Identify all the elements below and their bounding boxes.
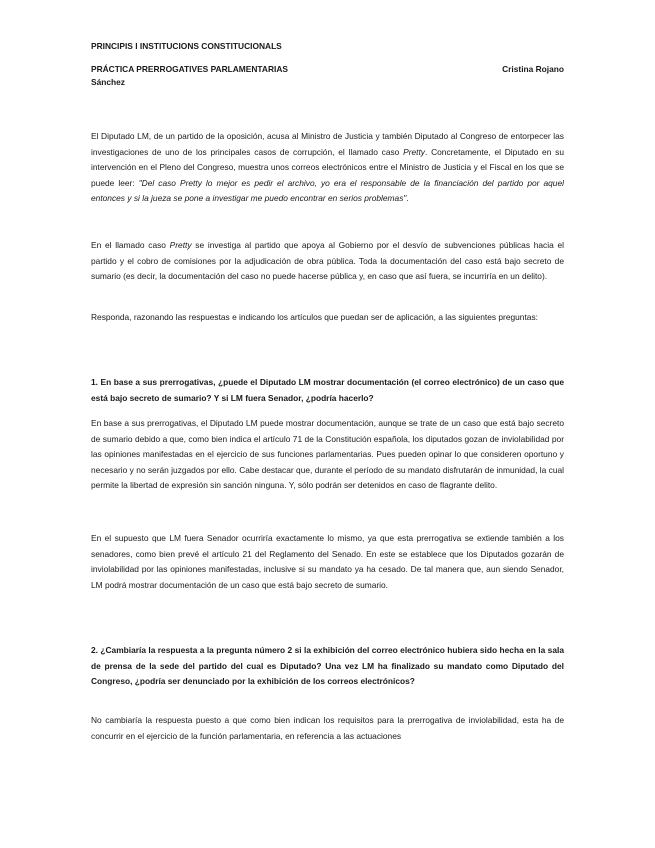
author-surname: Sánchez <box>91 77 125 87</box>
answer-2-paragraph: No cambiaría la respuesta puesto a que como bien indican los requisitos para la prerrogativa de inviolabilidad, esta ha de concurrir en el ejercicio de la función parlamentaria, en referencia a las actuaciones <box>91 715 564 741</box>
question-1: 1. En base a sus prerrogativas, ¿puede el Diputado LM mostrar documentación (el correo electrónico) de un caso que está bajo secreto de sumario? Y si LM fuera Senador, ¿podría hacerlo? <box>91 377 564 403</box>
answer-1-paragraph-1: En base a sus prerrogativas, el Diputado LM puede mostrar documentación, aunque se trate de un caso que está bajo secreto de sumario debido a que, como bien indica el artículo 71 de la Constitución española, los diputados gozan de inviolabilidad por las opiniones manifestadas en el ejercicio de sus funciones parlamentarias. Pues pueden opinar lo que consideren oportuno y necesario y no serán juzgados por ello. Cabe destacar que, durante el período de su mandato disfrutarán de inmunidad, la cual permite la libertad de expresión sin sanción ninguna. Y, sólo podrán ser detenidos en caso de flagrante delito. <box>91 418 564 491</box>
author-name: Cristina Rojano <box>502 64 564 74</box>
answer-1-paragraph-2: En el supuesto que LM fuera Senador ocurriría exactamente lo mismo, ya que esta prerrogativa se extiende también a los senadores, como bien prevé el artículo 21 del Reglamento del Senado. En este se establece que los Diputados gozarán de inviolabilidad por las opiniones manifestadas, inclusive si su mandato ya ha cesado. De tal manera que, aun siendo Senador, LM podrá mostrar documentación de un caso que está bajo secreto de sumario. <box>91 533 564 590</box>
intro-text: se investiga al partido que apoya al Gobierno por el desvío de subvenciones públicas hacia el partido y el cobro de comisiones por la adjudicación de obra pública. Toda la documentación del caso está bajo secreto de sumario (es decir, la documentación del caso no puede hacerse pública y, en caso que así fuera, se incurriría en un delito). <box>91 240 564 282</box>
intro-text: El Diputado LM, de un partido de la oposición, acusa al Ministro de Justicia y también Diputado al Congreso de entorpecer las investigaciones de uno de los principales casos de corrupción, el llamado caso <box>91 131 564 157</box>
course-title: PRINCIPIS I INSTITUCIONS CONSTITUCIONALS <box>91 41 282 51</box>
intro-paragraph-1 <box>91 129 564 207</box>
case-name: Pretty <box>403 146 425 157</box>
intro-paragraph-2 <box>91 238 564 285</box>
practice-title: PRÁCTICA PRERROGATIVES PARLAMENTARIAS <box>91 64 288 74</box>
question-2: 2. ¿Cambiaría la respuesta a la pregunta número 2 si la exhibición del correo electrónico hubiera sido hecha en la sala de prensa de la sede del partido del cual es Diputado? Una vez LM ha finalizado su mandato como Diputado del Congreso, ¿podría ser denunciado por la exhibición de los correos electrónicos? <box>91 645 564 687</box>
course-header <box>91 40 564 53</box>
case-name: Pretty <box>169 240 192 250</box>
intro-text: . <box>406 193 409 204</box>
instructions-paragraph: Responda, razonando las respuestas e indicando los artículos que puedan ser de aplicación, a las siguientes preguntas: <box>91 312 538 322</box>
intro-text: . Concretamente, el Diputado en su intervención en el Pleno del Congreso, muestra unos correos electrónicos entre el Ministro de Justicia y el Fiscal en los que se puede leer: <box>91 146 564 188</box>
practice-header <box>91 63 564 89</box>
intro-text: En el llamado caso <box>91 240 170 250</box>
email-quote: "Del caso Pretty lo mejor es pedir el archivo, yo era el responsable de la financiación del partido por aquel entonces y si la jueza se pone a investigar me puedo encontrar en serios problemas" <box>91 177 564 204</box>
